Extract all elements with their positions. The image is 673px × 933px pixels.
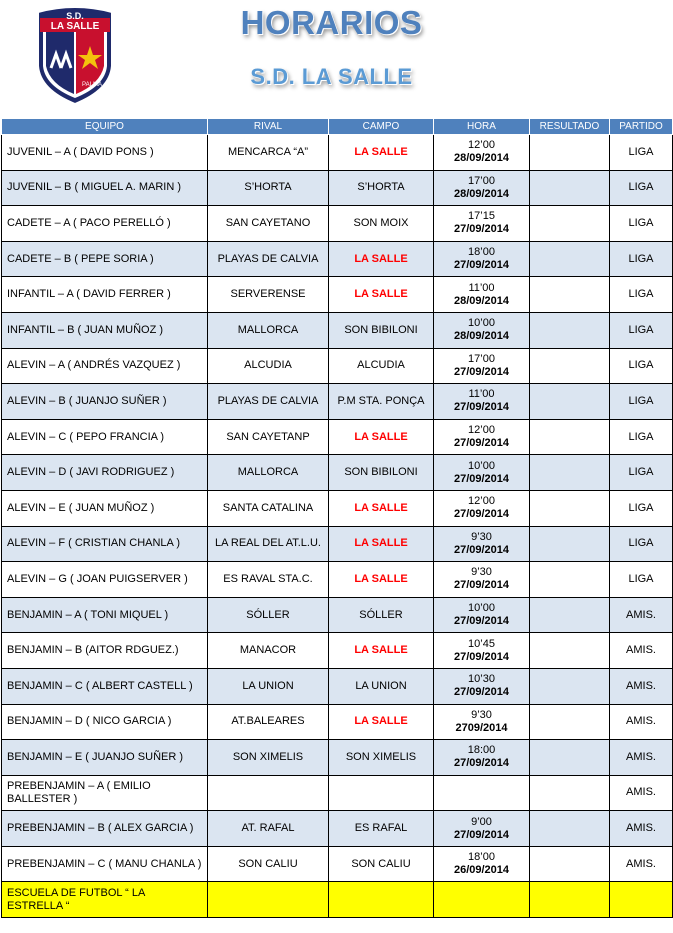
cell-partido: AMIS. [610,704,673,740]
cell-equipo: ALEVIN – C ( PEPO FRANCIA ) [2,419,208,455]
cell-rival: MENCARCA “A” [208,135,329,171]
cell-campo [329,704,434,740]
cell-campo [329,811,434,847]
cell-partido: AMIS. [610,633,673,669]
hora-date: 27/09/2014 [453,259,510,272]
cell-resultado [530,740,610,776]
cell-resultado [530,846,610,882]
campo-text: LA SALLE [354,252,408,265]
hora-date: 27/09/2014 [453,650,510,663]
cell-campo [329,312,434,348]
table-row [2,775,673,811]
cell-resultado [530,348,610,384]
cell-resultado [530,490,610,526]
cell-hora [434,668,530,704]
cell-hora [434,775,530,811]
hora-date: 26/09/2014 [453,864,510,877]
cell-rival [208,775,329,811]
cell-campo [329,419,434,455]
cell-resultado [530,384,610,420]
table-row [2,811,673,847]
column-header-campo: CAMPO [329,119,434,135]
campo-text: LA SALLE [354,501,408,514]
cell-partido: AMIS. [610,775,673,811]
cell-campo [329,775,434,811]
cell-resultado [530,170,610,206]
cell-resultado [530,455,610,491]
cell-equipo: JUVENIL – A ( DAVID PONS ) [2,135,208,171]
hora-date: 27/09/2014 [453,223,510,236]
cell-rival: SANTA CATALINA [208,490,329,526]
cell-partido: LIGA [610,277,673,313]
table-row [2,348,673,384]
table-row [2,704,673,740]
cell-rival: MALLORCA [208,312,329,348]
table-row [2,312,673,348]
cell-resultado [530,633,610,669]
cell-rival: LA UNION [208,668,329,704]
cell-hora [434,740,530,776]
cell-campo [329,384,434,420]
schedule-table [1,118,673,918]
cell-hora [434,348,530,384]
cell-resultado [530,562,610,598]
cell-equipo: JUVENIL – B ( MIGUEL A. MARIN ) [2,170,208,206]
table-row [2,490,673,526]
campo-text: LA SALLE [354,537,408,550]
cell-partido: LIGA [610,526,673,562]
cell-campo [329,135,434,171]
cell-hora [434,170,530,206]
cell-resultado [530,206,610,242]
hora-time: 9’30 [471,708,492,721]
campo-text: LA SALLE [354,572,408,585]
table-row [2,740,673,776]
cell-hora [434,490,530,526]
hora-date: 27/09/2014 [453,828,510,841]
cell-equipo: CADETE – B ( PEPE SORIA ) [2,241,208,277]
cell-campo [329,846,434,882]
table-row [2,419,673,455]
cell-partido: AMIS. [610,597,673,633]
hora-time: 11’00 [468,281,495,294]
cell-partido: LIGA [610,384,673,420]
hora-date: 27/09/2014 [453,401,510,414]
cell-resultado [530,597,610,633]
cell-hora [434,526,530,562]
campo-text: SON BIBILONI [344,323,418,336]
cell-resultado [530,882,610,918]
campo-text: LA SALLE [354,288,408,301]
campo-text: SON CALIU [351,857,411,870]
hora-time: 10’00 [468,317,495,330]
hora-date: 27/09/2014 [453,757,510,770]
table-row [2,633,673,669]
cell-hora [434,384,530,420]
cell-hora [434,597,530,633]
campo-text: LA SALLE [354,644,408,657]
hora-time: 9’00 [471,815,492,828]
cell-rival: PLAYAS DE CALVIA [208,241,329,277]
table-row [2,882,673,918]
table-row [2,668,673,704]
svg-text:S.D.: S.D. [66,11,84,21]
cell-partido: LIGA [610,455,673,491]
campo-text: P.M STA. PONÇA [337,394,425,407]
cell-equipo: INFANTIL – A ( DAVID FERRER ) [2,277,208,313]
table-row [2,846,673,882]
cell-hora [434,633,530,669]
cell-rival: AT.BALEARES [208,704,329,740]
cell-equipo: ALEVIN – F ( CRISTIAN CHANLA ) [2,526,208,562]
campo-text: LA SALLE [354,145,408,158]
cell-campo [329,277,434,313]
cell-resultado [530,775,610,811]
svg-text:PALMA: PALMA [82,82,102,88]
hora-date: 28/09/2014 [453,330,510,343]
hora-time: 12’00 [468,139,495,152]
hora-time: 9’30 [471,530,492,543]
cell-equipo: BENJAMIN – B (AITOR RDGUEZ.) [2,633,208,669]
cell-hora [434,419,530,455]
cell-resultado [530,811,610,847]
hora-time: 17’00 [468,174,495,187]
cell-equipo: CADETE – A ( PACO PERELLÓ ) [2,206,208,242]
cell-equipo: INFANTIL – B ( JUAN MUÑOZ ) [2,312,208,348]
svg-text:LA SALLE: LA SALLE [50,21,100,32]
cell-partido: LIGA [610,562,673,598]
hora-time: 10’00 [468,459,495,472]
cell-campo [329,562,434,598]
cell-equipo: PREBENJAMIN – B ( ALEX GARCIA ) [2,811,208,847]
cell-partido: LIGA [610,170,673,206]
hora-date: 27/09/2014 [453,543,510,556]
hora-date: 2709/2014 [455,721,508,734]
table-row [2,526,673,562]
cell-equipo: BENJAMIN – A ( TONI MIQUEL ) [2,597,208,633]
cell-campo [329,455,434,491]
cell-partido: LIGA [610,490,673,526]
column-header-equipo: EQUIPO [2,119,208,135]
cell-rival [208,882,329,918]
campo-text: LA SALLE [354,430,408,443]
cell-partido: LIGA [610,419,673,455]
cell-hora [434,277,530,313]
cell-resultado [530,135,610,171]
cell-rival: SERVERENSE [208,277,329,313]
cell-hora [434,312,530,348]
cell-campo [329,526,434,562]
cell-hora [434,455,530,491]
campo-text: LA SALLE [354,715,408,728]
cell-campo [329,597,434,633]
table-row [2,597,673,633]
cell-partido: LIGA [610,312,673,348]
page-title: HORARIOS [240,4,423,41]
cell-partido: AMIS. [610,811,673,847]
cell-resultado [530,704,610,740]
table-row [2,455,673,491]
cell-rival: PLAYAS DE CALVIA [208,384,329,420]
cell-rival: SAN CAYETANO [208,206,329,242]
column-header-rival: RIVAL [208,119,329,135]
cell-equipo: ESCUELA DE FUTBOL “ LA ESTRELLA “ [2,882,208,918]
campo-text: SON XIMELIS [345,750,417,763]
cell-rival: SÓLLER [208,597,329,633]
cell-campo [329,740,434,776]
hora-time: 10’00 [468,602,495,615]
table-header-row [2,119,673,135]
cell-rival: SAN CAYETANP [208,419,329,455]
cell-partido: AMIS. [610,668,673,704]
cell-partido [610,882,673,918]
hora-date: 27/09/2014 [453,365,510,378]
cell-partido: LIGA [610,348,673,384]
hora-time: 11’00 [468,388,495,401]
cell-partido: LIGA [610,206,673,242]
cell-equipo: ALEVIN – E ( JUAN MUÑOZ ) [2,490,208,526]
table-row [2,135,673,171]
campo-text: SON BIBILONI [344,466,418,479]
hora-time: 10’45 [468,637,495,650]
cell-partido: AMIS. [610,740,673,776]
page-subtitle: S.D. LA SALLE [250,64,413,89]
campo-text: ALCUDIA [357,359,405,372]
cell-hora [434,846,530,882]
cell-partido: LIGA [610,241,673,277]
hora-date: 28/09/2014 [453,152,510,165]
cell-resultado [530,668,610,704]
table-row [2,562,673,598]
hora-time: 18’00 [468,851,495,864]
cell-campo [329,348,434,384]
cell-equipo: ALEVIN – A ( ANDRÉS VAZQUEZ ) [2,348,208,384]
table-row [2,206,673,242]
table-row [2,384,673,420]
hora-date: 27/09/2014 [453,686,510,699]
cell-campo [329,633,434,669]
cell-hora [434,206,530,242]
column-header-partido: PARTIDO [610,119,673,135]
campo-text: SON MOIX [353,216,409,229]
cell-hora [434,135,530,171]
cell-equipo: BENJAMIN – C ( ALBERT CASTELL ) [2,668,208,704]
cell-resultado [530,277,610,313]
table-row [2,241,673,277]
cell-partido: AMIS. [610,846,673,882]
hora-date: 28/09/2014 [453,187,510,200]
cell-rival: MALLORCA [208,455,329,491]
cell-hora [434,882,530,918]
cell-campo [329,170,434,206]
cell-resultado [530,526,610,562]
cell-rival: LA REAL DEL AT.L.U. [208,526,329,562]
cell-partido: LIGA [610,135,673,171]
cell-equipo: BENJAMIN – E ( JUANJO SUÑER ) [2,740,208,776]
cell-rival: S’HORTA [208,170,329,206]
cell-rival: MANACOR [208,633,329,669]
cell-campo [329,490,434,526]
hora-date: 27/09/2014 [453,615,510,628]
hora-date: 27/09/2014 [453,437,510,450]
table-row [2,170,673,206]
column-header-hora: HORA [434,119,530,135]
cell-rival: SON CALIU [208,846,329,882]
cell-rival: ALCUDIA [208,348,329,384]
cell-rival: AT. RAFAL [208,811,329,847]
hora-time: 10’30 [468,673,495,686]
hora-time: 17’00 [468,352,495,365]
cell-equipo: PREBENJAMIN – C ( MANU CHANLA ) [2,846,208,882]
table-row [2,277,673,313]
campo-text: ES RAFAL [354,822,408,835]
hora-time: 18’00 [468,246,495,259]
cell-hora [434,241,530,277]
cell-hora [434,704,530,740]
cell-resultado [530,312,610,348]
cell-equipo: ALEVIN – B ( JUANJO SUÑER ) [2,384,208,420]
cell-resultado [530,419,610,455]
cell-rival: SON XIMELIS [208,740,329,776]
campo-text: SÓLLER [359,608,403,621]
cell-hora [434,811,530,847]
hora-time: 18:00 [467,744,496,757]
hora-time: 12’00 [468,495,495,508]
cell-campo [329,882,434,918]
hora-time: 12’00 [468,424,495,437]
hora-time: 9’30 [471,566,492,579]
cell-equipo: PREBENJAMIN – A ( EMILIO BALLESTER ) [2,775,208,811]
hora-time: 17’15 [468,210,495,223]
hora-date: 27/09/2014 [453,472,510,485]
hora-date: 28/09/2014 [453,294,510,307]
cell-equipo: ALEVIN – D ( JAVI RODRIGUEZ ) [2,455,208,491]
cell-resultado [530,241,610,277]
cell-campo [329,241,434,277]
campo-text: LA UNION [355,679,407,692]
column-header-resultado: RESULTADO [530,119,610,135]
cell-equipo: ALEVIN – G ( JOAN PUIGSERVER ) [2,562,208,598]
campo-text: S’HORTA [357,181,405,194]
cell-hora [434,562,530,598]
cell-equipo: BENJAMIN – D ( NICO GARCIA ) [2,704,208,740]
hora-date: 27/09/2014 [453,579,510,592]
hora-date: 27/09/2014 [453,508,510,521]
cell-campo [329,668,434,704]
cell-campo [329,206,434,242]
cell-rival: ES RAVAL STA.C. [208,562,329,598]
